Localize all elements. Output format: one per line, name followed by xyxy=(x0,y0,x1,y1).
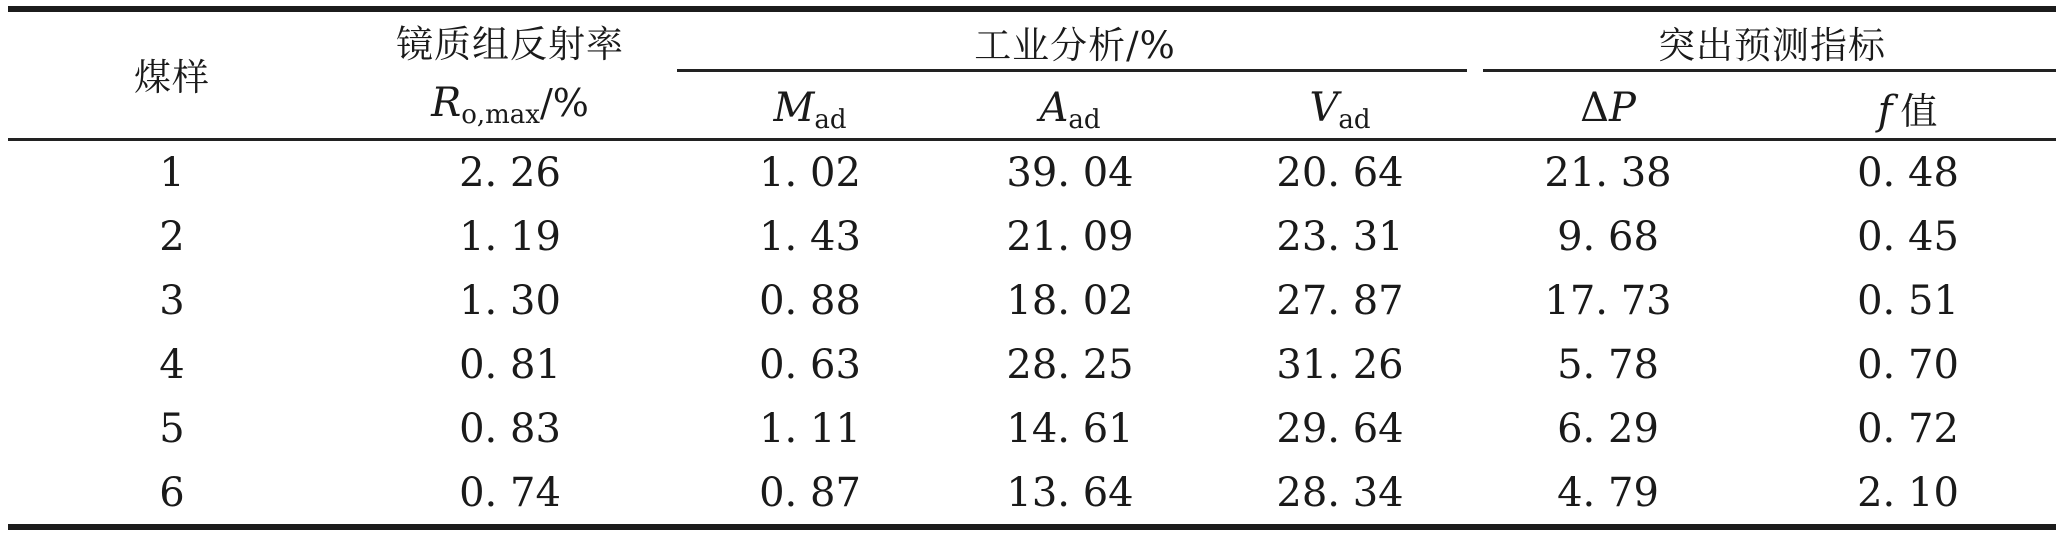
table-cell-r2-c7: 0. 45 xyxy=(1857,214,1959,260)
table-cell-r1-c4: 39. 04 xyxy=(1006,150,1134,196)
pressure-symbol: P xyxy=(1608,85,1636,131)
table-cell-r2-c1: 2 xyxy=(159,214,185,260)
table-cell-r4-c7: 0. 70 xyxy=(1857,342,1959,388)
table-cell-r4-c6: 5. 78 xyxy=(1557,342,1659,388)
table-cell-r6-c6: 4. 79 xyxy=(1557,470,1659,516)
table-cell-r5-c6: 6. 29 xyxy=(1557,406,1659,452)
header-outburst-prediction-group: 突出预测指标 xyxy=(1658,24,1886,67)
proximate-group-underline xyxy=(677,69,1467,72)
reflectance-unit: /% xyxy=(539,81,589,125)
table-cell-r2-c3: 1. 43 xyxy=(759,214,861,260)
table-cell-r3-c6: 17. 73 xyxy=(1544,278,1672,324)
ash-symbol: A xyxy=(1039,85,1069,131)
table-cell-r1-c6: 21. 38 xyxy=(1544,150,1672,196)
table-cell-r4-c3: 0. 63 xyxy=(759,342,861,388)
table-cell-r1-c7: 0. 48 xyxy=(1857,150,1959,196)
reflectance-symbol: R xyxy=(431,80,462,126)
header-vitrinite-reflectance-symbol xyxy=(396,74,624,133)
header-proximate-analysis-group: 工业分析/% xyxy=(974,24,1176,67)
table-cell-r2-c4: 21. 09 xyxy=(1006,214,1134,260)
header-delta-p xyxy=(1580,85,1636,131)
header-f-value xyxy=(1878,81,1939,135)
table-cell-r5-c3: 1. 11 xyxy=(759,406,861,452)
table-cell-r3-c3: 0. 88 xyxy=(759,278,861,324)
outburst-group-underline xyxy=(1483,69,2056,72)
header-moisture-mad xyxy=(773,85,847,136)
table-cell-r4-c4: 28. 25 xyxy=(1006,342,1134,388)
header-volatile-vad xyxy=(1309,85,1371,136)
table-cell-r5-c7: 0. 72 xyxy=(1857,406,1959,452)
table-cell-r4-c5: 31. 26 xyxy=(1276,342,1404,388)
table-top-rule xyxy=(8,6,2056,12)
table-cell-r1-c2: 2. 26 xyxy=(459,150,561,196)
table-cell-r1-c3: 1. 02 xyxy=(759,150,861,196)
table-cell-r5-c4: 14. 61 xyxy=(1006,406,1134,452)
f-value-label: 值 xyxy=(1900,90,1939,133)
table-cell-r5-c1: 5 xyxy=(159,406,185,452)
table-cell-r2-c5: 23. 31 xyxy=(1276,214,1404,260)
table-cell-r3-c7: 0. 51 xyxy=(1857,278,1959,324)
table-cell-r1-c5: 20. 64 xyxy=(1276,150,1404,196)
delta-symbol: Δ xyxy=(1580,85,1609,131)
volatile-symbol: V xyxy=(1309,85,1339,131)
table-cell-r3-c2: 1. 30 xyxy=(459,278,561,324)
header-coal-sample: 煤样 xyxy=(134,56,210,99)
table-cell-r5-c5: 29. 64 xyxy=(1276,406,1404,452)
header-vitrinite-reflectance-title: 镜质组反射率 xyxy=(396,23,624,66)
f-symbol: f xyxy=(1877,88,1893,134)
header-ash-aad xyxy=(1039,85,1101,136)
volatile-subscript: ad xyxy=(1338,105,1371,136)
table-cell-r1-c1: 1 xyxy=(159,150,185,196)
table-cell-r6-c3: 0. 87 xyxy=(759,470,861,516)
table-cell-r4-c1: 4 xyxy=(159,342,185,388)
table-cell-r6-c7: 2. 10 xyxy=(1857,470,1959,516)
table-cell-r6-c1: 6 xyxy=(159,470,185,516)
table-bottom-rule xyxy=(8,524,2056,530)
table-cell-r3-c4: 18. 02 xyxy=(1006,278,1134,324)
moisture-subscript: ad xyxy=(814,105,847,136)
header-bottom-rule xyxy=(8,138,2056,141)
header-vitrinite-reflectance xyxy=(396,15,624,133)
table-cell-r6-c2: 0. 74 xyxy=(459,470,561,516)
table-cell-r6-c5: 28. 34 xyxy=(1276,470,1404,516)
reflectance-subscript: o,max xyxy=(461,100,540,131)
moisture-symbol: M xyxy=(773,85,815,131)
table-cell-r6-c4: 13. 64 xyxy=(1006,470,1134,516)
table-cell-r5-c2: 0. 83 xyxy=(459,406,561,452)
table-cell-r4-c2: 0. 81 xyxy=(459,342,561,388)
table-cell-r3-c5: 27. 87 xyxy=(1276,278,1404,324)
table-cell-r3-c1: 3 xyxy=(159,278,185,324)
ash-subscript: ad xyxy=(1068,105,1101,136)
table-cell-r2-c6: 9. 68 xyxy=(1557,214,1659,260)
table-cell-r2-c2: 1. 19 xyxy=(459,214,561,260)
